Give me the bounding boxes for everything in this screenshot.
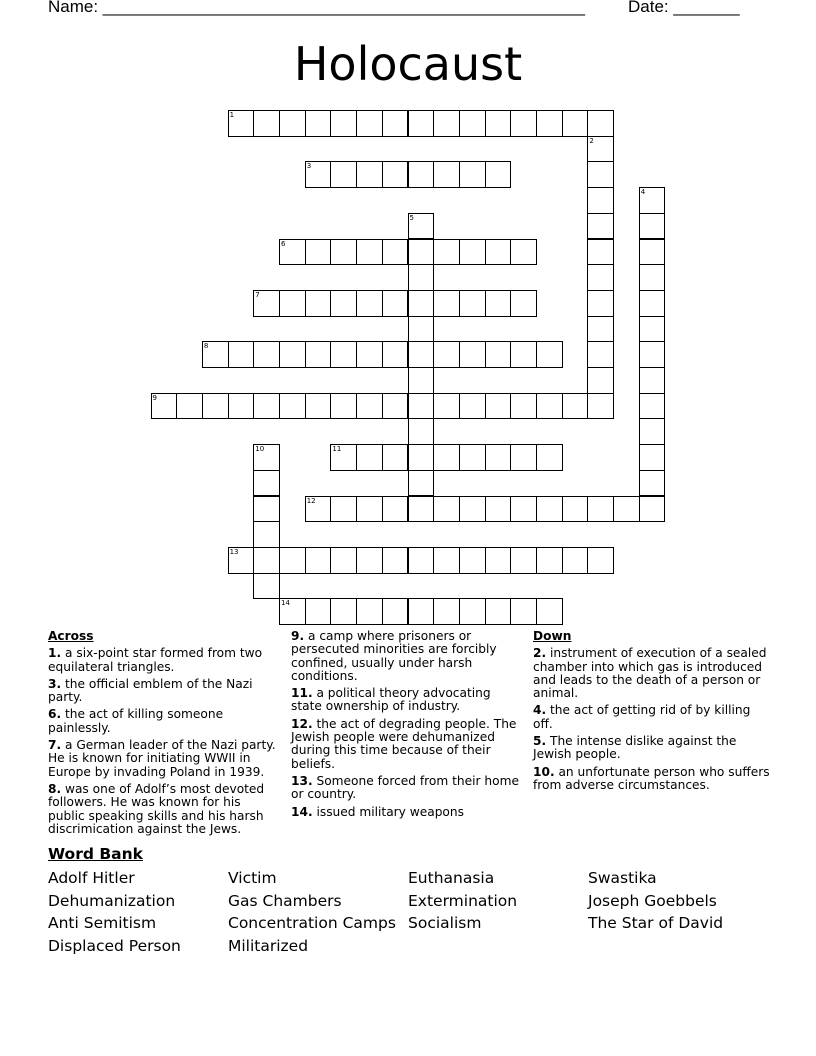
grid-cell[interactable]	[485, 547, 512, 574]
grid-cell[interactable]	[639, 264, 666, 291]
grid-cell[interactable]	[228, 110, 255, 137]
grid-cell[interactable]	[408, 470, 435, 497]
clue-number: 2.	[533, 646, 547, 661]
grid-cell[interactable]	[253, 444, 280, 471]
grid-cell[interactable]	[253, 521, 280, 548]
grid-cell[interactable]	[356, 496, 383, 523]
grid-cell[interactable]	[562, 547, 589, 574]
grid-cell[interactable]	[279, 290, 306, 317]
grid-cell[interactable]	[485, 239, 512, 266]
word-bank-title: Word Bank	[48, 845, 143, 863]
grid-cell[interactable]	[228, 341, 255, 368]
clue-text: issued military weapons	[312, 804, 464, 819]
grid-cell[interactable]	[587, 496, 614, 523]
grid-cell[interactable]	[485, 341, 512, 368]
grid-cell[interactable]	[356, 110, 383, 137]
clue-text: an unfortunate person who suffers from adverse circumstances.	[533, 764, 770, 792]
grid-cell[interactable]	[356, 290, 383, 317]
grid-cell[interactable]	[330, 547, 357, 574]
grid-cell[interactable]	[485, 110, 512, 137]
grid-cell[interactable]	[587, 547, 614, 574]
grid-cell[interactable]	[356, 547, 383, 574]
grid-cell[interactable]	[587, 110, 614, 137]
clue-number: 1.	[48, 646, 62, 661]
grid-cell[interactable]	[587, 393, 614, 420]
grid-cell[interactable]	[639, 470, 666, 497]
across-clues-col-1	[48, 630, 276, 840]
grid-cell[interactable]	[536, 496, 563, 523]
grid-cell[interactable]	[536, 598, 563, 625]
clue-text: was one of Adolf’s most devoted followers. He was known for his public speaking skills and his harsh discrimication against the Jews.	[48, 781, 265, 836]
grid-cell[interactable]	[433, 161, 460, 188]
clue-number: 14.	[291, 804, 313, 819]
grid-cell[interactable]	[408, 264, 435, 291]
clue-number: 11.	[291, 686, 313, 701]
grid-cell[interactable]	[536, 547, 563, 574]
grid-cell[interactable]	[639, 367, 666, 394]
clue-text: a camp where prisoners or persecuted minorities are forcibly confined, usually under harsh conditions.	[291, 629, 497, 683]
grid-cell[interactable]	[613, 496, 640, 523]
cell-number: 11	[332, 445, 342, 454]
cell-number: 10	[255, 445, 265, 454]
cell-number: 5	[409, 213, 414, 222]
grid-cell[interactable]	[253, 547, 280, 574]
grid-cell[interactable]	[279, 598, 306, 625]
grid-cell[interactable]	[279, 547, 306, 574]
grid-cell[interactable]	[330, 444, 357, 471]
grid-cell[interactable]	[459, 341, 486, 368]
grid-cell[interactable]	[433, 547, 460, 574]
across-clues-col-2	[291, 630, 523, 823]
grid-cell[interactable]	[459, 444, 486, 471]
grid-cell[interactable]	[408, 316, 435, 343]
clue-text: Someone forced from their home or country.	[291, 773, 519, 802]
grid-cell[interactable]	[639, 444, 666, 471]
grid-cell[interactable]	[510, 547, 537, 574]
cell-number: 13	[229, 547, 239, 556]
grid-cell[interactable]	[459, 598, 486, 625]
grid-cell[interactable]	[305, 239, 332, 266]
clue	[291, 775, 523, 802]
grid-cell[interactable]	[639, 496, 666, 523]
grid-cell[interactable]	[330, 496, 357, 523]
page-title: Holocaust	[293, 37, 523, 91]
grid-cell[interactable]	[408, 341, 435, 368]
clue-number: 5.	[533, 734, 547, 749]
grid-cell[interactable]	[510, 496, 537, 523]
grid-cell[interactable]	[459, 393, 486, 420]
grid-cell[interactable]	[562, 110, 589, 137]
grid-cell[interactable]	[408, 598, 435, 625]
grid-cell[interactable]	[382, 547, 409, 574]
grid-cell[interactable]	[202, 341, 229, 368]
word-bank-item: Militarized	[228, 937, 309, 956]
grid-cell[interactable]	[639, 290, 666, 317]
grid-cell[interactable]	[485, 496, 512, 523]
word-bank-item: Extermination	[408, 891, 518, 910]
grid-cell[interactable]	[587, 239, 614, 266]
grid-cell[interactable]	[459, 496, 486, 523]
grid-cell[interactable]	[587, 341, 614, 368]
grid-cell[interactable]	[536, 341, 563, 368]
clue-number: 12.	[291, 716, 313, 731]
grid-cell[interactable]	[510, 290, 537, 317]
grid-cell[interactable]	[408, 213, 435, 240]
word-bank-item: Dehumanization	[48, 891, 176, 910]
grid-cell[interactable]	[408, 367, 435, 394]
grid-cell[interactable]	[536, 444, 563, 471]
date-field[interactable]: Date: _______	[628, 0, 740, 16]
grid-cell[interactable]	[356, 239, 383, 266]
grid-cell[interactable]	[279, 239, 306, 266]
grid-cell[interactable]	[587, 367, 614, 394]
clue-text: the official emblem of the Nazi party.	[48, 676, 253, 705]
clue	[533, 766, 771, 793]
clue	[533, 647, 771, 700]
clue	[48, 783, 276, 836]
grid-cell[interactable]	[253, 393, 280, 420]
grid-cell[interactable]	[408, 444, 435, 471]
grid-cell[interactable]	[510, 393, 537, 420]
grid-cell[interactable]	[408, 496, 435, 523]
grid-cell[interactable]	[587, 187, 614, 214]
grid-cell[interactable]	[639, 187, 666, 214]
cell-number: 3	[306, 162, 312, 171]
grid-cell[interactable]	[510, 598, 537, 625]
clue	[48, 647, 276, 674]
grid-cell[interactable]	[228, 547, 255, 574]
grid-cell[interactable]	[253, 341, 280, 368]
grid-cell[interactable]	[433, 444, 460, 471]
grid-cell[interactable]	[510, 239, 537, 266]
grid-cell[interactable]	[485, 444, 512, 471]
grid-cell[interactable]	[382, 239, 409, 266]
grid-cell[interactable]	[459, 290, 486, 317]
grid-cell[interactable]	[382, 393, 409, 420]
grid-cell[interactable]	[587, 316, 614, 343]
cell-number: 14	[281, 599, 290, 608]
grid-cell[interactable]	[433, 393, 460, 420]
grid-cell[interactable]	[253, 110, 280, 137]
clue-number: 4.	[533, 703, 547, 718]
cell-number: 1	[229, 111, 235, 119]
grid-cell[interactable]	[562, 496, 589, 523]
grid-cell[interactable]	[305, 393, 332, 420]
grid-cell[interactable]	[408, 110, 435, 137]
grid-cell[interactable]	[639, 239, 666, 266]
grid-cell[interactable]	[433, 110, 460, 137]
word-bank-item: The Star of David	[588, 914, 724, 933]
grid-cell[interactable]	[382, 290, 409, 317]
grid-cell[interactable]	[587, 136, 614, 163]
clue-text: a six-point star formed from two equilateral triangles.	[48, 646, 263, 674]
clue-text: the act of killing someone painlessly.	[48, 707, 224, 735]
grid-cell[interactable]	[485, 393, 512, 420]
grid-cell[interactable]	[408, 290, 435, 317]
clue-text: The intense dislike against the Jewish people.	[533, 734, 737, 762]
cell-number: 6	[281, 239, 286, 248]
grid-cell[interactable]	[459, 110, 486, 137]
word-bank-item: Euthanasia	[408, 869, 495, 887]
grid-cell[interactable]	[639, 341, 666, 368]
grid-cell[interactable]	[639, 316, 666, 343]
cell-number: 12	[306, 496, 316, 505]
grid-cell[interactable]	[330, 161, 357, 188]
grid-cell[interactable]	[305, 161, 332, 188]
clue-number: 8.	[48, 781, 62, 796]
name-field[interactable]: Name: ___________________________________________________	[48, 0, 585, 16]
grid-cell[interactable]	[330, 598, 357, 625]
grid-cell[interactable]	[408, 161, 435, 188]
word-bank-item: Concentration Camps	[228, 914, 396, 933]
grid-cell[interactable]	[408, 547, 435, 574]
cell-number: 9	[152, 393, 157, 402]
grid-cell[interactable]	[330, 290, 357, 317]
grid-cell[interactable]	[305, 547, 332, 574]
cell-number: 7	[255, 290, 260, 299]
grid-cell[interactable]	[330, 393, 357, 420]
grid-cell[interactable]	[253, 496, 280, 523]
grid-cell[interactable]	[485, 290, 512, 317]
grid-cell[interactable]	[562, 393, 589, 420]
clue-text: instrument of execution of a sealed chamber into which gas is introduced and leads to the death of a person or animal.	[533, 646, 767, 701]
grid-cell[interactable]	[356, 393, 383, 420]
grid-cell[interactable]	[408, 418, 435, 445]
word-bank-item: Victim	[228, 869, 277, 887]
word-bank-item: Swastika	[588, 869, 657, 887]
grid-cell[interactable]	[382, 110, 409, 137]
clue	[291, 687, 523, 714]
grid-cell[interactable]	[382, 496, 409, 523]
word-bank-item: Joseph Goebbels	[588, 891, 717, 910]
grid-cell[interactable]	[587, 290, 614, 317]
across-heading: Across	[48, 629, 94, 643]
grid-cell[interactable]	[279, 341, 306, 368]
grid-cell[interactable]	[356, 598, 383, 625]
clue-number: 9.	[291, 629, 305, 643]
grid-cell[interactable]	[253, 290, 280, 317]
clue	[48, 678, 276, 705]
grid-cell[interactable]	[305, 598, 332, 625]
grid-cell[interactable]	[330, 110, 357, 137]
grid-cell[interactable]	[433, 496, 460, 523]
clue	[291, 630, 523, 683]
word-bank-item: Adolf Hitler	[48, 869, 135, 887]
grid-cell[interactable]	[459, 239, 486, 266]
grid-cell[interactable]	[587, 161, 614, 188]
grid-cell[interactable]	[536, 393, 563, 420]
grid-cell[interactable]	[305, 341, 332, 368]
grid-cell[interactable]	[228, 393, 255, 420]
down-clues-col	[533, 630, 771, 796]
grid-cell[interactable]	[356, 341, 383, 368]
grid-cell[interactable]	[356, 444, 383, 471]
grid-cell[interactable]	[485, 161, 512, 188]
clue-text: the act of getting rid of by killing off.	[533, 703, 751, 731]
grid-cell[interactable]	[176, 393, 203, 420]
grid-cell[interactable]	[279, 110, 306, 137]
grid-cell[interactable]	[433, 290, 460, 317]
clue-text: a German leader of the Nazi party. He is known for initiating WWII in Europe by invading Poland in 1939.	[48, 738, 276, 779]
word-bank-item: Gas Chambers	[228, 891, 342, 910]
clue-number: 6.	[48, 707, 62, 722]
grid-cell[interactable]	[305, 496, 332, 523]
grid-cell[interactable]	[639, 393, 666, 420]
grid-cell[interactable]	[253, 470, 280, 497]
grid-cell[interactable]	[151, 393, 178, 420]
clue-text: the act of degrading people. The Jewish people were dehumanized during this time because of their beliefs.	[291, 716, 517, 771]
clue-number: 7.	[48, 738, 62, 753]
grid-cell[interactable]	[382, 444, 409, 471]
word-bank-item: Anti Semitism	[48, 914, 157, 933]
clue	[291, 718, 523, 771]
grid-cell[interactable]	[382, 598, 409, 625]
grid-cell[interactable]	[253, 573, 280, 600]
clue	[291, 806, 523, 819]
grid-cell[interactable]	[433, 598, 460, 625]
grid-cell[interactable]	[433, 341, 460, 368]
grid-cell[interactable]	[330, 341, 357, 368]
grid-cell[interactable]	[459, 547, 486, 574]
clue	[533, 735, 771, 762]
grid-cell[interactable]	[639, 418, 666, 445]
clue-number: 3.	[48, 676, 62, 691]
grid-cell[interactable]	[510, 110, 537, 137]
cell-number: 8	[203, 342, 209, 351]
grid-cell[interactable]	[433, 239, 460, 266]
grid-cell[interactable]	[382, 341, 409, 368]
clue-text: a political theory advocating state ownership of industry.	[291, 686, 491, 714]
grid-cell[interactable]	[330, 239, 357, 266]
grid-cell[interactable]	[356, 161, 383, 188]
grid-cell[interactable]	[408, 239, 435, 266]
grid-cell[interactable]	[305, 110, 332, 137]
grid-cell[interactable]	[485, 598, 512, 625]
grid-cell[interactable]	[382, 161, 409, 188]
grid-cell[interactable]	[279, 393, 306, 420]
grid-cell[interactable]	[408, 393, 435, 420]
grid-cell[interactable]	[587, 213, 614, 240]
cell-number: 2	[589, 136, 594, 145]
grid-cell[interactable]	[305, 290, 332, 317]
grid-cell[interactable]	[459, 161, 486, 188]
grid-cell[interactable]	[510, 444, 537, 471]
clue	[48, 708, 276, 735]
clue	[533, 704, 771, 731]
down-heading: Down	[533, 629, 572, 643]
grid-cell[interactable]	[536, 110, 563, 137]
word-bank-item: Displaced Person	[48, 937, 181, 956]
cell-number: 4	[640, 188, 646, 197]
grid-cell[interactable]	[510, 341, 537, 368]
clue-number: 13.	[291, 773, 313, 788]
clue-number: 10.	[533, 764, 555, 779]
clue	[48, 739, 276, 779]
grid-cell[interactable]	[202, 393, 229, 420]
word-bank-item: Socialism	[408, 914, 482, 933]
grid-cell[interactable]	[639, 213, 666, 240]
grid-cell[interactable]	[587, 264, 614, 291]
